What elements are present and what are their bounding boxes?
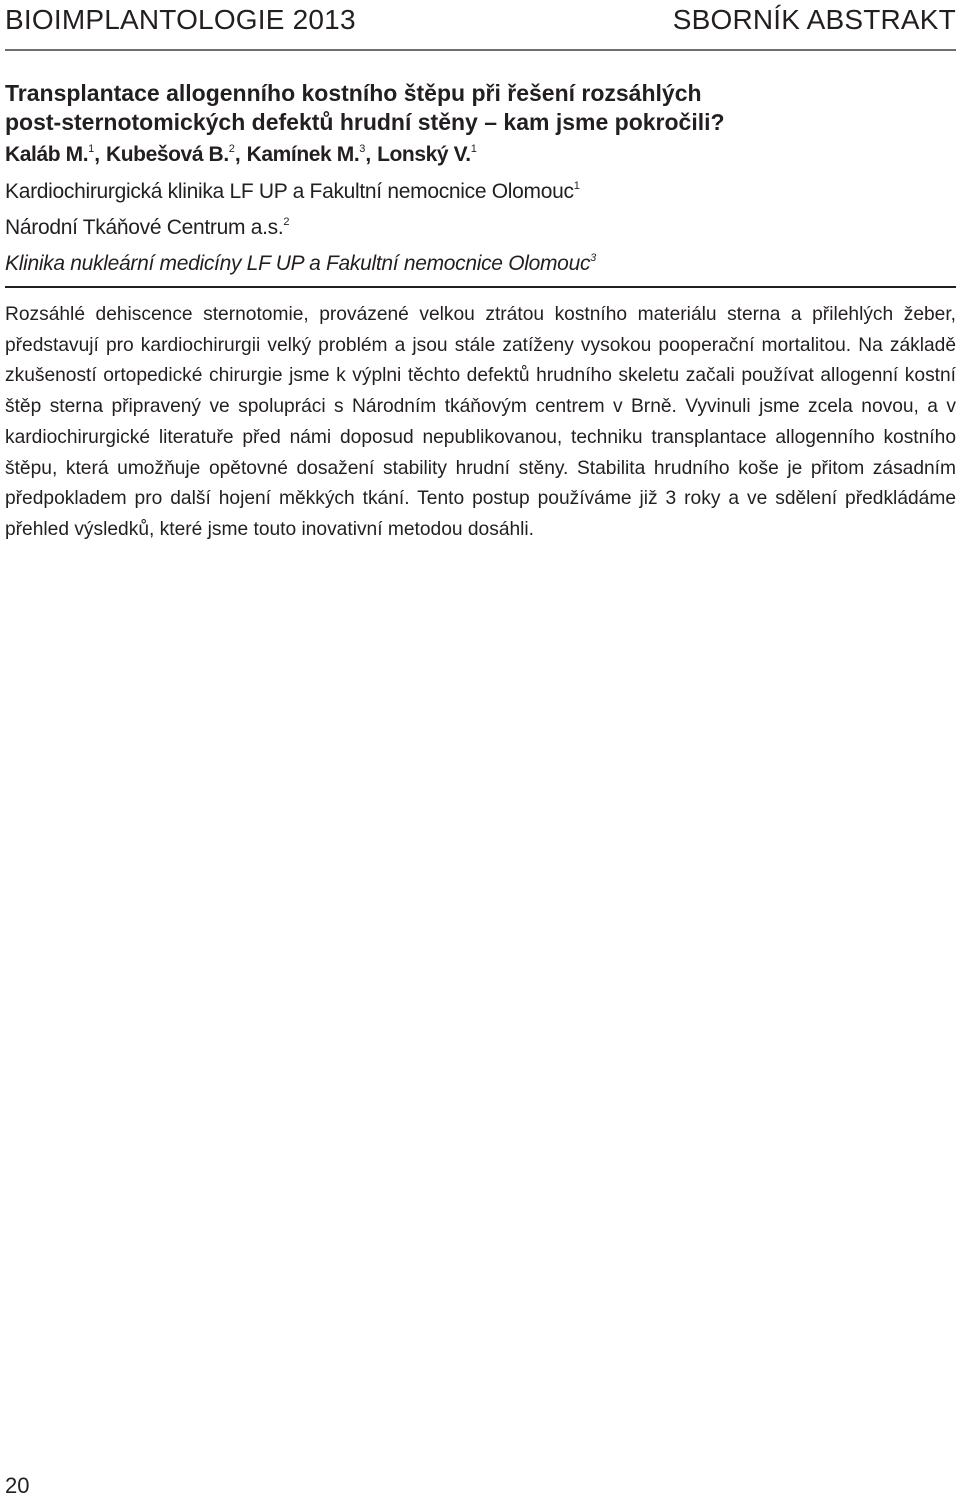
- author-affiliation-mark: 1: [470, 143, 477, 155]
- page-number: 20: [5, 1473, 30, 1498]
- abstract-body: Rozsáhlé dehiscence sternotomie, provázené velkou ztrátou kostního materiálu sterna a přilehlých žeber, představují pro kardiochirurgii velký problém a jsou stále zatíženy vysokou pooperační mortalitou. Na základě zkušeností ortopedické chirurgie jsme k výplni těchto defektů hrudního skeletu začali používat allogenní kostní štěp sterna připravený ve spolupráci s Národním tkáňovým centrem v Brně. Vyvinuli jsme zcela novou, a v kardiochirurgické literatuře před námi doposud nepublikovanou, techniku transplantace allogenního kostního štěpu, která umožňuje opětovné dosažení stability hrudní stěny. Stabilita hrudního koše je přitom zásadním předpokladem pro další hojení měkkých tkání. Tento postup používáme již 3 roky a ve sdělení předkládáme přehled výsledků, které jsme touto inovativní metodou dosáhli.: [5, 304, 956, 540]
- affiliation-mark: 2: [283, 216, 290, 228]
- article-title: [5, 79, 945, 137]
- article-title-line-1: Transplantace allogenního kostního štěpu při řešení rozsáhlých: [5, 80, 702, 106]
- header-divider: [5, 49, 956, 51]
- affiliation-mark: 1: [573, 180, 580, 192]
- author-name: Kubešová B.: [105, 143, 229, 166]
- section-title: SBORNÍK ABSTRAKT: [672, 4, 956, 35]
- author-name: Kamínek M.: [246, 143, 360, 166]
- affiliation-mark: 3: [590, 252, 596, 264]
- author-name: Lonský V.: [377, 143, 471, 166]
- author-separator: ,: [94, 143, 106, 166]
- journal-title: BIOIMPLANTOLOGIE 2013: [5, 4, 356, 35]
- affiliation-2: [5, 214, 289, 242]
- author-separator: ,: [234, 143, 247, 166]
- section-divider: [5, 286, 956, 288]
- affiliation-text: Klinika nukleární medicíny LF UP a Fakultní nemocnice Olomouc: [5, 252, 591, 275]
- author-affiliation-mark: 3: [359, 143, 366, 155]
- author-list: [5, 141, 477, 169]
- affiliation-3: [5, 250, 596, 278]
- affiliation-text: Kardiochirurgická klinika LF UP a Fakultní nemocnice Olomouc: [5, 180, 574, 203]
- article-title-line-2: post-sternotomických defektů hrudní stěny – kam jsme pokročili?: [5, 109, 725, 135]
- author-separator: ,: [365, 143, 378, 166]
- author-affiliation-mark: 1: [88, 143, 95, 155]
- running-header: [5, 0, 956, 50]
- author-affiliation-mark: 2: [228, 143, 235, 155]
- affiliation-1: [5, 178, 580, 206]
- affiliation-text: Národní Tkáňové Centrum a.s.: [5, 216, 284, 239]
- author-name: Kaláb M.: [5, 143, 89, 166]
